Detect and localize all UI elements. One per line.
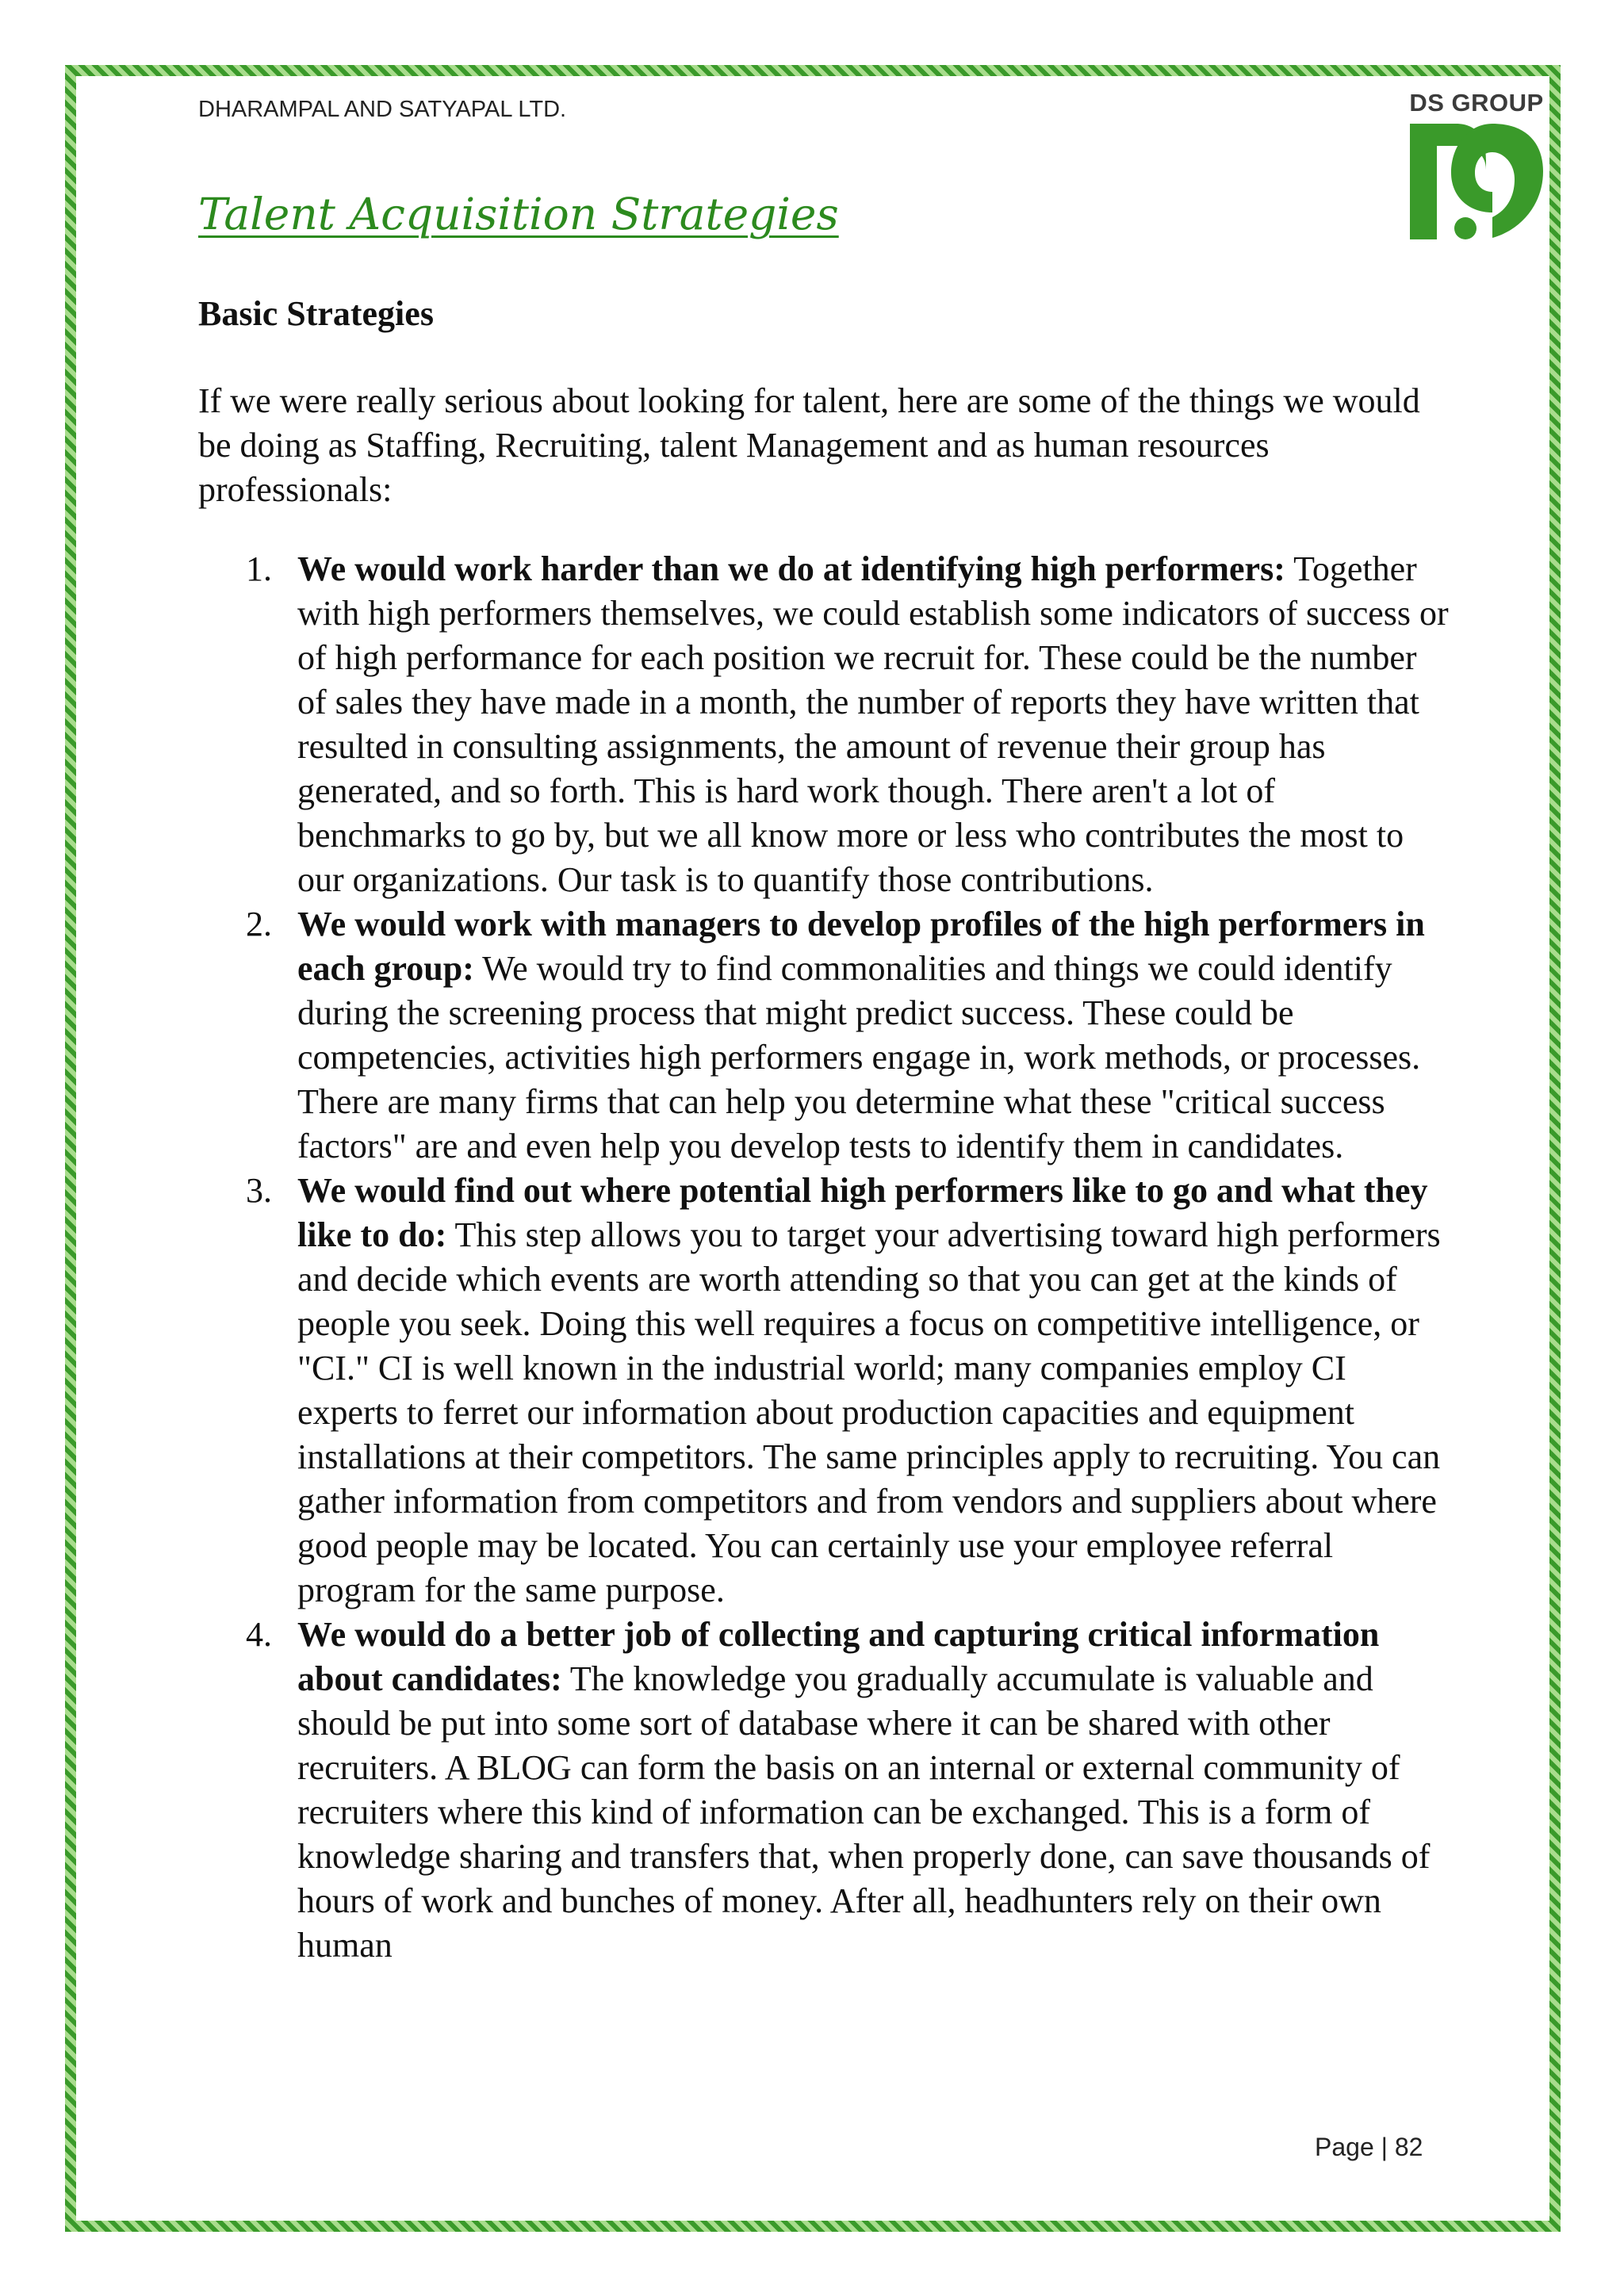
header-company-name: DHARAMPAL AND SATYAPAL LTD. bbox=[198, 97, 567, 122]
list-number: 3. bbox=[246, 1171, 272, 1210]
section-subheading: Basic Strategies bbox=[198, 294, 434, 333]
list-item-heading: We would find out where potential high performers like to go and what they like to do: bbox=[297, 1171, 1428, 1254]
list-item-heading: We would work with managers to develop profiles of the high performers in each group: bbox=[297, 905, 1425, 988]
list-item-heading: We would do a better job of collecting and capturing critical information about candidates: bbox=[297, 1615, 1380, 1698]
ds-group-logo bbox=[1405, 89, 1548, 247]
list-item bbox=[198, 547, 1451, 902]
list-item bbox=[198, 1169, 1451, 1613]
ds-logo-icon bbox=[1410, 122, 1545, 241]
list-item-text: The knowledge you gradually accumulate is valuable and should be put into some sort of database where it can be shared with other recruiters. A BLOG can form the basis on an internal or external community of recruiters where this kind of information can be exchanged. This is a form of knowledge sharing and transfers that, when properly done, can save thousands of hours of work and bunches of money. After all, headhunters rely on their own human bbox=[297, 1659, 1431, 1965]
list-number: 4. bbox=[246, 1615, 272, 1654]
intro-paragraph: If we were really serious about looking for talent, here are some of the things we would be doing as Staffing, Recruiting, talent Management and as human resources professionals: bbox=[198, 381, 1420, 509]
page-number: Page | 82 bbox=[1315, 2133, 1423, 2161]
list-number: 2. bbox=[246, 905, 272, 943]
list-item bbox=[198, 1613, 1451, 1968]
list-item-text: This step allows you to target your advertising toward high performers and decide which events are worth attending so that you can get at the kinds of people you seek. Doing this well requires a focus on competitive intelligence, or "CI." CI is well known in the industrial world; many companies employ CI experts to ferret our information about production capacities and equipment installations at their competitors. The same principles apply to recruiting. You can gather information from competitors and from vendors and suppliers about where good people may be located. You can certainly use your employee referral program for the same purpose. bbox=[297, 1215, 1441, 1609]
list-item-heading: We would work harder than we do at identifying high performers: bbox=[297, 549, 1285, 588]
strategy-list bbox=[198, 547, 1451, 1968]
logo-text: DS GROUP bbox=[1409, 89, 1544, 117]
list-item-text: We would try to find commonalities and things we could identify during the screening process that might predict success. These could be competencies, activities high performers engage in, work methods, or processes. There are many firms that can help you determine what these "critical success factors" are and even help you develop tests to identify them in candidates. bbox=[297, 949, 1421, 1165]
page-title: Talent Acquisition Strategies bbox=[198, 189, 839, 239]
list-number: 1. bbox=[246, 549, 272, 588]
list-item-text: Together with high performers themselves, we could establish some indicators of success or of high performance for each position we recruit for. These could be the number of sales they have made in a month, the number of reports they have written that resulted in consulting assignments, the amount of revenue their group has generated, and so forth. This is hard work though. There aren't a lot of benchmarks to go by, but we all know more or less who contributes the most to our organizations. Our task is to quantify those contributions. bbox=[297, 549, 1449, 899]
list-item bbox=[198, 902, 1451, 1169]
